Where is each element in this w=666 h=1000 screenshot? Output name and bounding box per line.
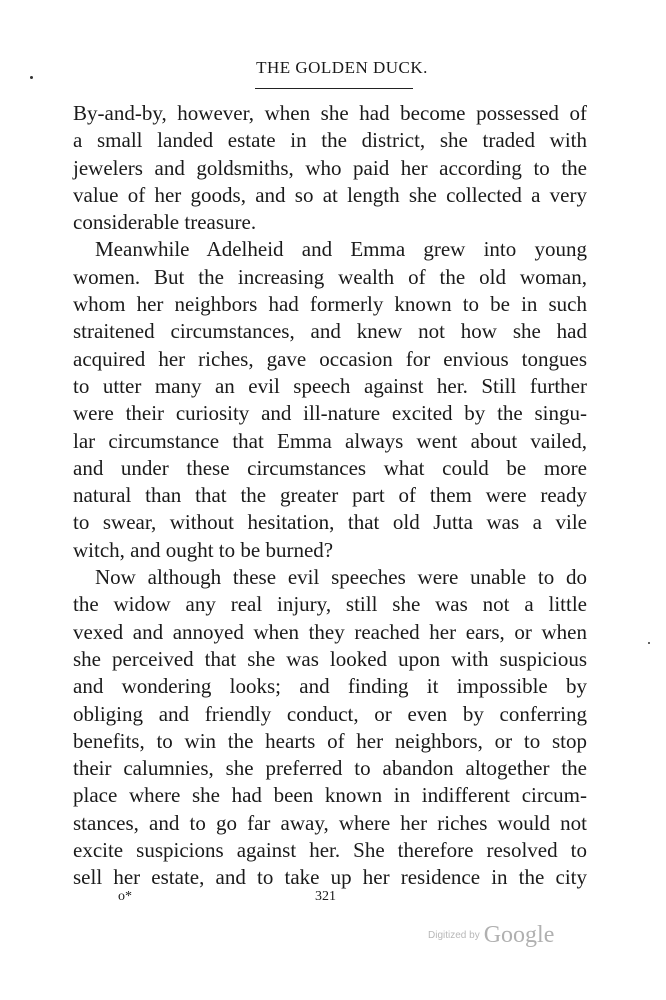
text-line: women. But the increasing wealth of the old woman, <box>73 264 587 289</box>
text-line: vexed and annoyed when they reached her ears, or when <box>73 619 587 644</box>
text-line: sell her estate, and to take up her residence in the city <box>73 865 587 890</box>
text-line: By-and-by, however, when she had become possessed of <box>73 101 587 125</box>
text-line: their calumnies, she preferred to abandon altogether the <box>73 756 587 781</box>
text-line: whom her neighbors had formerly known to be in such <box>73 292 587 317</box>
signature-mark: o* <box>118 889 132 904</box>
text-line: a small landed estate in the district, she traded with <box>73 128 587 153</box>
watermark-prefix: Digitized by <box>428 930 480 941</box>
text-line: excite suspicions against her. She therefore resolved to <box>73 838 587 863</box>
text-line: acquired her riches, gave occasion for envious tongues <box>73 346 587 371</box>
text-line: and wondering looks; and finding it impossible by <box>73 674 587 699</box>
running-head: THE GOLDEN DUCK. <box>256 58 428 77</box>
text-line: considerable treasure. <box>73 210 257 235</box>
text-line: Meanwhile Adelheid and Emma grew into young <box>95 237 587 262</box>
text-line: value of her goods, and so at length she collected a very <box>73 182 587 207</box>
text-line: the widow any real injury, still she was not a little <box>73 592 587 617</box>
text-line: Now although these evil speeches were unable to do <box>95 565 587 590</box>
text-line: obliging and friendly conduct, or even by conferring <box>73 701 587 726</box>
text-line: benefits, to win the hearts of her neighbors, or to stop <box>73 728 587 753</box>
text-line: to swear, without hesitation, that old Jutta was a vile <box>73 510 587 535</box>
scan-speck <box>30 76 33 79</box>
page-number: 321 <box>315 889 336 904</box>
header-rule <box>255 88 413 89</box>
watermark-brand: Google <box>483 922 555 948</box>
text-line: were their curiosity and ill-nature excited by the singu- <box>73 401 587 426</box>
text-line: natural than that the greater part of them were ready <box>73 483 587 508</box>
text-line: to utter many an evil speech against her. Still further <box>73 373 587 398</box>
text-line: straitened circumstances, and knew not how she had <box>73 319 587 344</box>
text-line: and under these circumstances what could be more <box>73 455 587 480</box>
text-line: stances, and to go far away, where her riches would not <box>73 810 587 835</box>
text-line: she perceived that she was looked upon with suspicious <box>73 646 587 671</box>
text-line: jewelers and goldsmiths, who paid her according to the <box>73 155 587 180</box>
text-line: witch, and ought to be burned? <box>73 537 334 562</box>
scan-speck <box>648 642 650 644</box>
text-line: place where she had been known in indifferent circum- <box>73 783 587 808</box>
body-text <box>73 100 587 892</box>
text-line: lar circumstance that Emma always went about vailed, <box>73 428 587 453</box>
digitized-watermark <box>428 922 554 949</box>
